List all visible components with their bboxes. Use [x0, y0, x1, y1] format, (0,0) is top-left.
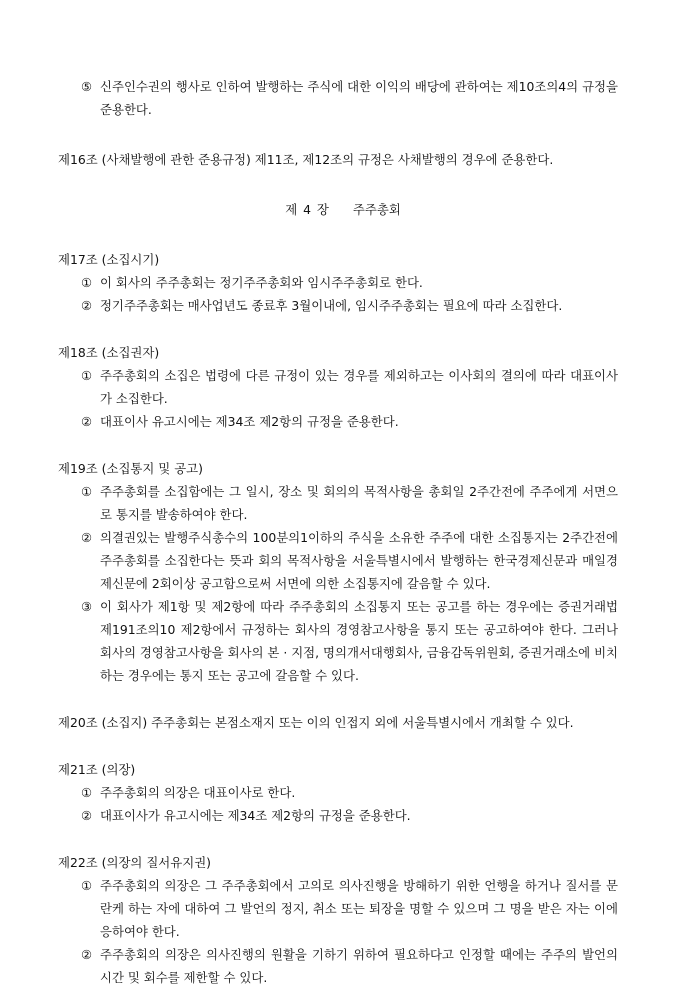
- article-19-item-1: [81, 480, 618, 526]
- item-number: ①: [81, 368, 93, 383]
- chapter-number: 제 4 장: [285, 202, 329, 217]
- item-text: 주주총회의 의장은 대표이사로 한다.: [100, 785, 296, 800]
- item-number: ③: [81, 599, 93, 614]
- article-20: 제20조 (소집지) 주주총회는 본점소재지 또는 이의 인접지 외에 서울특별시에서 개최할 수 있다.: [58, 715, 574, 730]
- article-17-heading: 제17조 (소집시기): [58, 252, 160, 267]
- article-17-item-1: [81, 271, 618, 294]
- item-number: ①: [81, 484, 93, 499]
- article-21-heading: 제21조 (의장): [58, 762, 136, 777]
- article-18-item-1: [81, 364, 618, 410]
- article-22-heading: 제22조 (의장의 질서유지권): [58, 855, 212, 870]
- item-text: 주주총회의 의장은 그 주주총회에서 고의로 의사진행을 방해하기 위한 언행을 하거나 질서를 문란케 하는 자에 대하여 그 발언의 정지, 취소 또는 퇴장을 명할 수 있으며 그 명을 받은 자는 이에 응하여야 한다.: [100, 878, 618, 939]
- item-text: 이 회사의 주주총회는 정기주주총회와 임시주주총회로 한다.: [100, 275, 423, 290]
- item-text: 이 회사가 제1항 및 제2항에 따라 주주총회의 소집통지 또는 공고를 하는 경우에는 증권거래법 제191조의10 제2항에서 규정하는 회사의 경영참고사항을 통지 또는 공고하여야 한다. 그러나 회사의 경영참고사항을 회사의 본 · 지점, 명의개서대행회사, 금융감독위원회, 증권거래소에 비치하는 경우에는 통지 또는 공고에 갈음할 수 있다.: [100, 599, 619, 683]
- item-text: 주주총회의 소집은 법령에 다른 규정이 있는 경우를 제외하고는 이사회의 결의에 따라 대표이사가 소집한다.: [100, 368, 618, 406]
- chapter-heading: [58, 198, 618, 221]
- item-number: ②: [81, 414, 93, 429]
- item-text: 주주총회의 의장은 의사진행의 원활을 기하기 위하여 필요하다고 인정할 때에는 주주의 발언의 시간 및 회수를 제한할 수 있다.: [100, 947, 618, 985]
- article-19-heading: 제19조 (소집통지 및 공고): [58, 461, 203, 476]
- article-18-heading: 제18조 (소집권자): [58, 345, 160, 360]
- chapter-title: 주주총회: [352, 202, 401, 217]
- article-18-item-2: [81, 410, 618, 433]
- article-15-item-5: [81, 75, 618, 121]
- item-text: 대표이사가 유고시에는 제34조 제2항의 규정을 준용한다.: [100, 808, 411, 823]
- item-text: 주주총회를 소집함에는 그 일시, 장소 및 회의의 목적사항을 총회일 2주간전에 주주에게 서면으로 통지를 발송하여야 한다.: [100, 484, 618, 522]
- article-19-item-2: [81, 526, 618, 595]
- item-number: ②: [81, 947, 93, 962]
- document-body: [58, 75, 618, 989]
- item-number: ①: [81, 785, 93, 800]
- item-number: ⑤: [81, 79, 93, 94]
- article-16: 제16조 (사채발행에 관한 준용규정) 제11조, 제12조의 규정은 사채발행의 경우에 준용한다.: [58, 152, 554, 167]
- item-text: 정기주주총회는 매사업년도 종료후 3월이내에, 임시주주총회는 필요에 따라 소집한다.: [100, 298, 563, 313]
- article-19-item-3: [81, 595, 618, 687]
- article-21-item-1: [81, 781, 618, 804]
- item-number: ②: [81, 808, 93, 823]
- item-text: 의결권있는 발행주식총수의 100분의1이하의 주식을 소유한 주주에 대한 소집통지는 2주간전에 주주총회를 소집한다는 뜻과 회의 목적사항을 서울특별시에서 발행하는 한국경제신문과 매일경제신문에 2회이상 공고함으로써 서면에 의한 소집통지에 갈음할 수 있다.: [100, 530, 618, 591]
- item-number: ①: [81, 878, 93, 893]
- article-22-item-1: [81, 874, 618, 943]
- article-22-item-2: [81, 943, 618, 989]
- item-number: ②: [81, 530, 93, 545]
- item-text: 신주인수권의 행사로 인하여 발행하는 주식에 대한 이익의 배당에 관하여는 제10조의4의 규정을 준용한다.: [100, 79, 618, 117]
- item-text: 대표이사 유고시에는 제34조 제2항의 규정을 준용한다.: [100, 414, 399, 429]
- article-21-item-2: [81, 804, 618, 827]
- article-17-item-2: [81, 294, 618, 317]
- item-number: ②: [81, 298, 93, 313]
- item-number: ①: [81, 275, 93, 290]
